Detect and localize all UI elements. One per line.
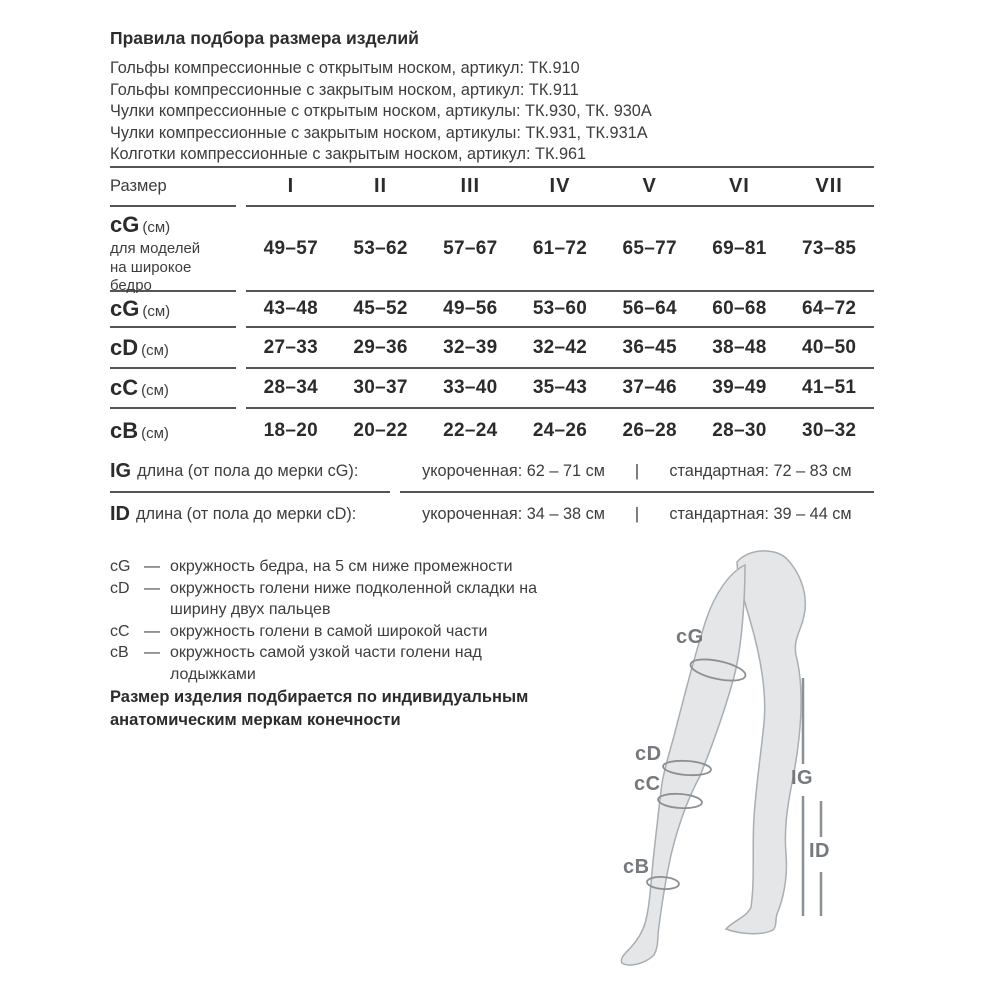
cell-value: 32–39 [443,336,498,358]
cell-value: 49–57 [263,237,319,259]
legend-term: cG [110,558,131,575]
row-values [246,207,874,292]
cell-value: 41–51 [801,377,857,398]
legend-dash: — [144,558,160,575]
length-label-id [110,493,390,535]
length-short-value: укороченная: 62 – 71 см [422,461,605,480]
product-line: Чулки компрессионные с открытым носком, артикулы: ТК.930, ТК. 930А [110,102,652,121]
legend-item-cd [110,578,568,621]
row-label-cg [110,292,236,328]
cell-value: 18–20 [263,420,319,441]
measure-code: IG [110,459,132,482]
size-col-3: III [460,175,481,197]
legend-term: cD [110,579,130,597]
row-label-cb [110,409,236,453]
legend-dash: — [144,579,160,597]
table-row-cd [110,328,874,369]
cell-value: 61–72 [532,237,588,259]
length-divider: | [634,461,640,480]
legend-term: cC [110,622,130,640]
length-values [400,451,874,493]
size-col-5: V [642,175,657,197]
cell-value: 38–48 [712,336,767,358]
row-values [246,292,874,328]
cell-value: 32–42 [532,336,588,358]
measure-unit: (см) [141,382,169,399]
size-col-4: IV [549,175,571,197]
length-standard-value: стандартная: 39 – 44 см [669,504,852,523]
legend-dash: — [144,622,160,640]
measure-unit: (см) [141,425,169,442]
row-label-cd [110,328,236,369]
cell-value: 69–81 [712,237,767,259]
diagram-label-cb: cB [623,856,650,878]
cell-value: 45–52 [353,298,408,319]
cell-value: 56–64 [622,298,677,319]
length-divider: | [634,504,640,523]
size-columns [246,168,874,207]
diagram-label-ig: IG [791,767,814,789]
table-row-cg-wide [110,207,874,292]
legend-item-cc [110,621,568,643]
product-line: Гольфы компрессионные с открытым носком, артикул: ТК.910 [110,59,580,77]
product-line: Гольфы компрессионные с закрытым носком, артикул: ТК.911 [110,80,579,99]
product-list [110,58,652,166]
diagram-label-cc: cC [634,773,661,795]
legend-term: cB [110,644,129,662]
legend-item-cb [110,642,568,685]
row-values [246,328,874,369]
size-column-header [110,168,236,207]
cell-value: 33–40 [443,377,498,398]
cell-value: 60–68 [712,298,767,319]
product-line: Колготки компрессионные с закрытым носком, артикул: ТК.961 [110,145,587,164]
legend-text: окружность самой узкой части голени над лодыжками [170,644,482,683]
legend-text: окружность голени ниже подколенной складки на ширину двух пальцев [170,579,537,619]
measurement-legend [110,556,568,686]
length-row-id [110,493,874,535]
size-col-7: VII [815,175,843,197]
leg-measurement-diagram [590,540,900,1000]
table-row-cb [110,409,874,453]
cell-value: 53–60 [532,298,588,319]
measure-code: cG [110,296,140,321]
page-title: Правила подбора размера изделий [110,28,419,48]
measure-code: cC [110,375,139,400]
cell-value: 40–50 [801,336,857,358]
row-values [246,369,874,409]
diagram-label-cd: cD [635,743,662,765]
cell-value: 26–28 [622,420,677,441]
measure-code: cG [110,212,140,237]
length-desc: длина (от пола до мерки cG): [137,461,359,480]
cell-value: 24–26 [532,420,588,441]
cell-value: 27–33 [263,336,319,358]
row-label-cc [110,369,236,409]
legend-text: окружность бедра, на 5 см ниже промежности [170,558,513,575]
cell-value: 39–49 [712,377,767,398]
cell-value: 30–37 [353,377,408,398]
measure-unit: (см) [142,303,171,320]
size-col-6: VI [728,175,750,197]
cell-value: 28–34 [263,377,319,398]
legend-dash: — [144,644,160,662]
legend-item-cg [110,556,568,578]
cell-value: 30–32 [801,420,857,441]
row-values [246,409,874,453]
cell-value: 35–43 [532,377,588,398]
product-line: Чулки компрессионные с закрытым носком, артикулы: ТК.931, ТК.931А [110,123,648,142]
length-values [400,493,874,535]
length-table [110,451,874,535]
row-label-cg-wide [110,207,236,292]
sizing-note: Размер изделия подбирается по индивидуальным анатомическим меркам конечности [110,688,529,729]
cell-value: 43–48 [263,298,319,319]
leg-diagram-svg [590,540,900,1000]
cell-value: 53–62 [353,237,408,259]
size-col-2: II [374,175,388,197]
cell-value: 28–30 [712,420,767,441]
row-note: для моделей на широкое бедро [110,240,201,294]
cell-value: 65–77 [622,237,677,259]
length-short-value: укороченная: 34 – 38 см [422,504,605,523]
measure-code: cD [110,334,139,360]
cell-value: 37–46 [622,377,677,398]
cell-value: 22–24 [443,420,498,441]
length-label-ig [110,451,390,493]
diagram-label-cg: cG [676,626,704,648]
cell-value: 29–36 [353,336,408,358]
cell-value: 73–85 [801,237,857,259]
length-row-ig [110,451,874,493]
diagram-label-id: ID [809,840,830,862]
cell-value: 57–67 [443,237,498,259]
length-standard-value: стандартная: 72 – 83 см [669,461,852,480]
measure-unit: (см) [141,341,169,359]
table-row-cc [110,369,874,409]
size-table [110,166,874,453]
length-desc: длина (от пола до мерки cD): [136,504,357,523]
cell-value: 20–22 [353,420,408,441]
size-word: Размер [110,177,167,195]
cell-value: 36–45 [622,336,677,358]
cell-value: 64–72 [801,298,857,319]
table-row-cg [110,292,874,328]
size-col-1: I [287,175,295,197]
measure-code: ID [110,502,130,525]
cell-value: 49–56 [443,298,498,319]
measure-unit: (см) [142,219,171,236]
measure-code: cB [110,418,139,443]
table-header-row [110,168,874,207]
legend-text: окружность голени в самой широкой части [170,622,488,640]
